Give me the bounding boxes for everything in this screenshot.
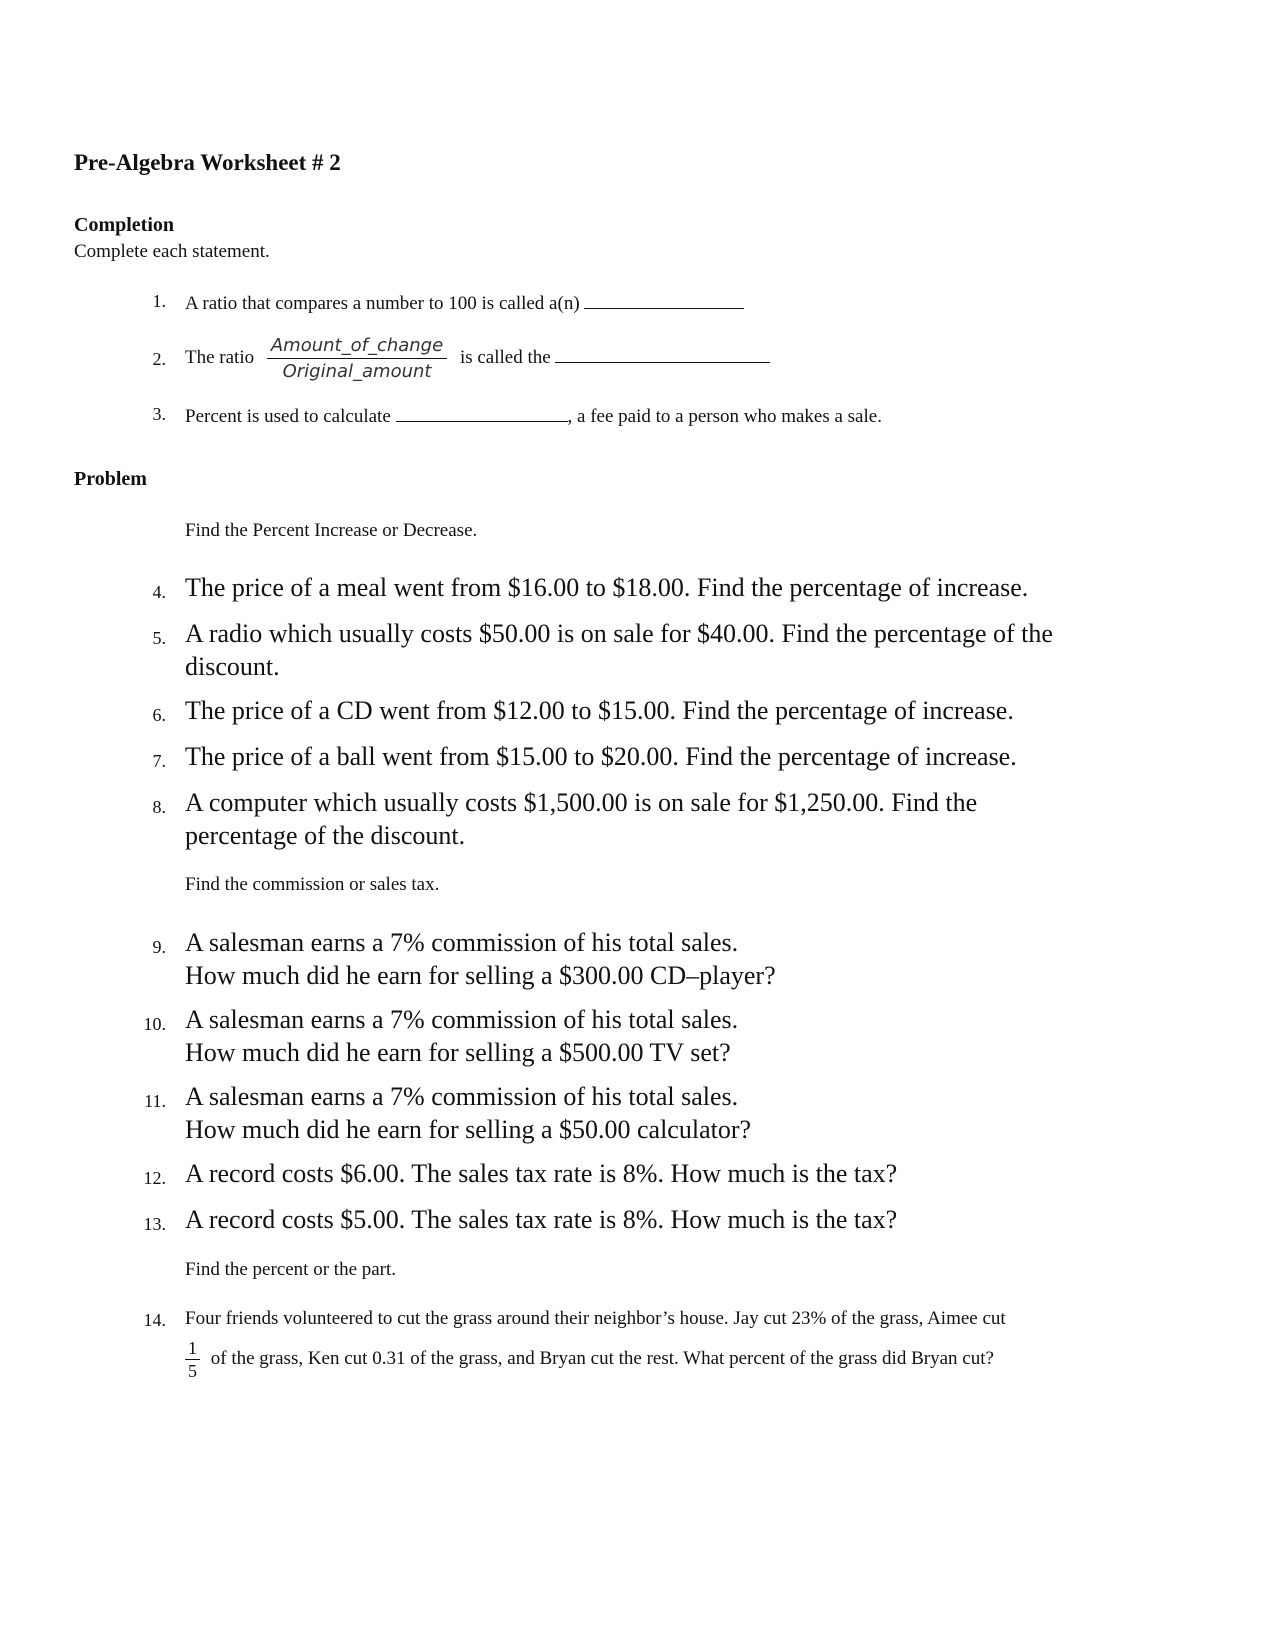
fraction-numerator: 1 [185, 1338, 200, 1360]
question-text-cont: percentage of the discount. [185, 821, 466, 850]
question-text: A computer which usually costs $1,500.00 is on sale for $1,250.00. Find the [185, 788, 978, 817]
question-number: 13. [143, 1214, 166, 1234]
ratio-fraction [267, 335, 447, 382]
question-number: 5. [152, 628, 166, 648]
question-number: 9. [152, 937, 166, 957]
question-number: 10. [143, 1014, 166, 1034]
answer-blank[interactable] [396, 403, 568, 422]
question-number: 8. [152, 797, 166, 817]
question-text-cont: of the grass, Ken cut 0.31 of the grass, and Bryan cut the rest. What percent of the grass did Bryan cut? [210, 1347, 994, 1369]
question-text-cont: How much did he earn for selling a $50.00 calculator? [185, 1115, 752, 1144]
question-text: The price of a ball went from $15.00 to $20.00. Find the percentage of increase. [185, 742, 1017, 771]
question-text: The price of a CD went from $12.00 to $15.00. Find the percentage of increase. [185, 696, 1014, 725]
fraction-denominator: Original_amount [282, 361, 432, 382]
answer-blank[interactable] [584, 290, 744, 309]
problem-heading: Problem [74, 468, 147, 490]
question-text: The ratio [185, 346, 255, 368]
question-text: The price of a meal went from $16.00 to $18.00. Find the percentage of increase. [185, 573, 1029, 602]
question-text: A salesman earns a 7% commission of his total sales. [185, 1082, 739, 1111]
question-text-suffix: , a fee paid to a person who makes a sale. [567, 406, 882, 427]
section-instruction: Find the Percent Increase or Decrease. [185, 520, 478, 541]
question-number: 6. [152, 705, 166, 725]
question-number: 4. [152, 582, 166, 602]
completion-instruction: Complete each statement. [74, 241, 270, 262]
question-text: A record costs $6.00. The sales tax rate is 8%. How much is the tax? [185, 1159, 898, 1188]
question-number: 12. [143, 1168, 166, 1188]
completion-heading: Completion [74, 214, 174, 236]
question-text: Percent is used to calculate [185, 406, 391, 427]
question-number: 14. [143, 1310, 166, 1330]
question-text-cont: How much did he earn for selling a $500.00 TV set? [185, 1038, 731, 1067]
question-number: 1. [152, 291, 166, 311]
question-number: 2. [152, 349, 166, 369]
question-number: 11. [144, 1091, 166, 1111]
question-text: A record costs $5.00. The sales tax rate is 8%. How much is the tax? [185, 1205, 898, 1234]
question-text: A radio which usually costs $50.00 is on sale for $40.00. Find the percentage of the [185, 619, 1053, 648]
page-title: Pre-Algebra Worksheet # 2 [74, 150, 341, 175]
question-text: Four friends volunteered to cut the grass around their neighbor’s house. Jay cut 23% of the grass, Aimee cut [185, 1308, 1006, 1329]
fraction-one-fifth [185, 1338, 200, 1381]
question-text: A salesman earns a 7% commission of his total sales. [185, 1005, 739, 1034]
section-instruction: Find the percent or the part. [185, 1259, 397, 1280]
question-number: 3. [152, 404, 166, 424]
fraction-numerator: Amount_of_change [267, 335, 447, 359]
question-text-cont: How much did he earn for selling a $300.00 CD–player? [185, 961, 776, 990]
question-text-suffix: is called the [459, 346, 551, 368]
fraction-denominator: 5 [188, 1361, 197, 1381]
question-text-cont: discount. [185, 652, 280, 681]
question-text: A salesman earns a 7% commission of his total sales. [185, 928, 739, 957]
answer-blank[interactable] [555, 344, 770, 363]
question-text: A ratio that compares a number to 100 is called a(n) [185, 293, 580, 314]
question-number: 7. [152, 751, 166, 771]
section-instruction: Find the commission or sales tax. [185, 874, 440, 895]
